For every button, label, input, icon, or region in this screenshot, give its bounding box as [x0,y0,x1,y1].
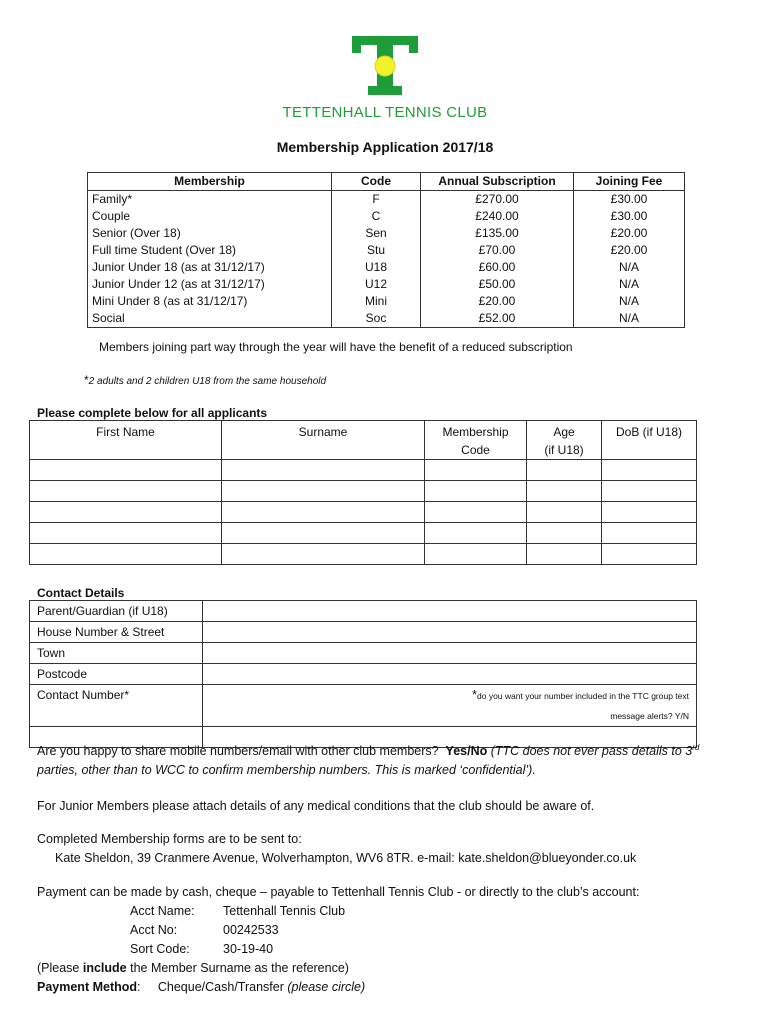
fees-col-joining: Joining Fee [574,173,685,191]
surname-input[interactable] [222,460,425,481]
table-row [88,225,685,242]
family-footnote [84,373,326,387]
table-row [88,208,685,225]
share-italic-2a: details to 3 [631,744,693,758]
col-membership-line1: Membership [442,425,509,439]
first-name-input[interactable] [30,460,222,481]
age-input[interactable] [527,481,602,502]
sort-code-label: Sort Code: [130,942,190,956]
payment-intro: Payment can be made by cash, cheque – payable to Tettenhall Tennis Club - or directly to the club’s account: [37,885,640,899]
age-input[interactable] [527,523,602,544]
footnote-text: 2 adults and 2 children U18 from the same household [88,376,327,387]
medical-note: For Junior Members please attach details of any medical conditions that the club should be aware of. [37,799,595,813]
annual-cell: £60.00 [421,259,574,276]
membership-cell: Social [88,310,332,328]
fees-col-annual: Annual Subscription [421,173,574,191]
surname-input[interactable] [222,544,425,565]
reference-bold: include [82,961,127,975]
table-row [88,259,685,276]
surname-input[interactable] [222,523,425,544]
sms-alert-line2: message alerts? Y/N [610,711,689,721]
membership-cell: Junior Under 18 (as at 31/12/17) [88,259,332,276]
age-input[interactable] [527,502,602,523]
annual-cell: £70.00 [421,242,574,259]
payment-block [37,883,639,997]
joining-cell: N/A [574,259,685,276]
joining-cell: N/A [574,276,685,293]
joining-cell: £30.00 [574,191,685,209]
reference-a: (Please [37,961,83,975]
table-row [88,242,685,259]
parent-guardian-input[interactable] [203,601,697,622]
share-italic-1: (TTC does not ever pass [490,744,629,758]
annual-cell: £240.00 [421,208,574,225]
fees-col-membership: Membership [88,173,332,191]
contact-row-number [30,685,697,727]
annual-cell: £20.00 [421,293,574,310]
dob-input[interactable] [602,481,697,502]
footnote-star: * [84,373,89,387]
col-surname: Surname [222,421,425,460]
code-cell: Mini [332,293,421,310]
town-label: Town [30,643,203,664]
membership-code-input[interactable] [425,460,527,481]
membership-cell: Junior Under 12 (as at 31/12/17) [88,276,332,293]
payment-method-colon: : [137,980,141,994]
payment-method-hint: (please circle) [287,980,366,994]
age-input[interactable] [527,544,602,565]
contact-row-postcode [30,664,697,685]
postcode-input[interactable] [203,664,697,685]
membership-cell: Full time Student (Over 18) [88,242,332,259]
age-input[interactable] [527,460,602,481]
forms-address-block [37,830,636,868]
payment-method-label: Payment Method [37,980,138,994]
acct-no-row [37,921,639,940]
table-row [88,293,685,310]
table-row [88,310,685,328]
dob-input[interactable] [602,523,697,544]
joining-cell: N/A [574,293,685,310]
dob-input[interactable] [602,544,697,565]
code-cell: Stu [332,242,421,259]
col-age-line2: (if U18) [544,443,584,457]
col-membership-line2: Code [461,443,490,457]
code-cell: U18 [332,259,421,276]
house-street-input[interactable] [203,622,697,643]
joining-cell: N/A [574,310,685,328]
applicants-table [29,420,697,565]
membership-cell: Family* [88,191,332,209]
acct-no-label: Acct No: [130,923,178,937]
contact-row-parent [30,601,697,622]
annual-cell: £135.00 [421,225,574,242]
joining-cell: £20.00 [574,242,685,259]
fees-table [87,172,685,328]
share-italic-2b: parties, other than to WCC to confirm membership numbers. This is marked ‘confidential’). [37,763,536,777]
first-name-input[interactable] [30,481,222,502]
col-dob: DoB (if U18) [602,421,697,460]
applicants-header-row [30,421,697,460]
reference-b: the Member Surname as the reference) [126,961,349,975]
dob-input[interactable] [602,502,697,523]
membership-cell: Mini Under 8 (as at 31/12/17) [88,293,332,310]
contact-row-town [30,643,697,664]
share-question: Are you happy to share mobile numbers/email with other club members? [37,744,439,758]
sms-star: * [471,687,477,702]
contact-table [29,600,697,748]
membership-code-input[interactable] [425,544,527,565]
acct-name-row [37,902,639,921]
code-cell: C [332,208,421,225]
house-street-label: House Number & Street [30,622,203,643]
forms-line1: Completed Membership forms are to be sent to: [37,832,302,846]
town-input[interactable] [203,643,697,664]
joining-cell: £20.00 [574,225,685,242]
col-age [527,421,602,460]
col-first-name: First Name [30,421,222,460]
surname-input[interactable] [222,502,425,523]
club-logo [340,34,430,98]
acct-no-value: 00242533 [223,923,279,937]
contact-heading: Contact Details [37,586,125,600]
code-cell: Sen [332,225,421,242]
code-cell: Soc [332,310,421,328]
share-italic-sup: rd [692,742,700,752]
surname-input[interactable] [222,481,425,502]
page-title: Membership Application 2017/18 [276,139,494,155]
sort-code-value: 30-19-40 [223,942,274,956]
code-cell: F [332,191,421,209]
table-row [88,191,685,209]
annual-cell: £50.00 [421,276,574,293]
acct-name-label: Acct Name: [130,904,195,918]
annual-cell: £52.00 [421,310,574,328]
first-name-input[interactable] [30,544,222,565]
membership-code-input[interactable] [425,523,527,544]
applicants-heading: Please complete below for all applicants [37,406,268,420]
dob-input[interactable] [602,460,697,481]
contact-number-input[interactable] [203,685,697,727]
annual-cell: £270.00 [421,191,574,209]
sms-alert-line1: do you want your number included in the TTC group text [477,691,689,701]
first-name-input[interactable] [30,523,222,544]
fees-header-row [88,173,685,191]
parent-guardian-label: Parent/Guardian (if U18) [30,601,203,622]
membership-code-input[interactable] [425,481,527,502]
reduced-subscription-note: Members joining part way through the year will have the benefit of a reduced subscription [99,340,573,354]
table-row [30,544,697,565]
payment-method-row [37,978,639,997]
acct-name-value: Tettenhall Tennis Club [223,904,346,918]
table-row [30,523,697,544]
membership-cell: Couple [88,208,332,225]
sort-code-row [37,940,639,959]
table-row [30,460,697,481]
table-row [30,481,697,502]
table-row [30,502,697,523]
first-name-input[interactable] [30,502,222,523]
reference-note [37,959,639,978]
share-yes-no[interactable]: Yes/No [445,744,488,758]
payment-method-options[interactable]: Cheque/Cash/Transfer [157,980,284,994]
fees-col-code: Code [332,173,421,191]
code-cell: U12 [332,276,421,293]
membership-cell: Senior (Over 18) [88,225,332,242]
tennis-ball-icon [375,56,395,76]
contact-number-label: Contact Number* [30,685,203,727]
contact-row-house [30,622,697,643]
club-name: TETTENHALL TENNIS CLUB [282,104,488,121]
joining-cell: £30.00 [574,208,685,225]
share-details-paragraph [37,742,737,780]
postcode-label: Postcode [30,664,203,685]
col-membership-code [425,421,527,460]
table-row [88,276,685,293]
forms-line2: Kate Sheldon, 39 Cranmere Avenue, Wolverhampton, WV6 8TR. e-mail: kate.sheldon@blueyonder.co.uk [55,851,637,865]
col-age-line1: Age [553,425,575,439]
membership-code-input[interactable] [425,502,527,523]
